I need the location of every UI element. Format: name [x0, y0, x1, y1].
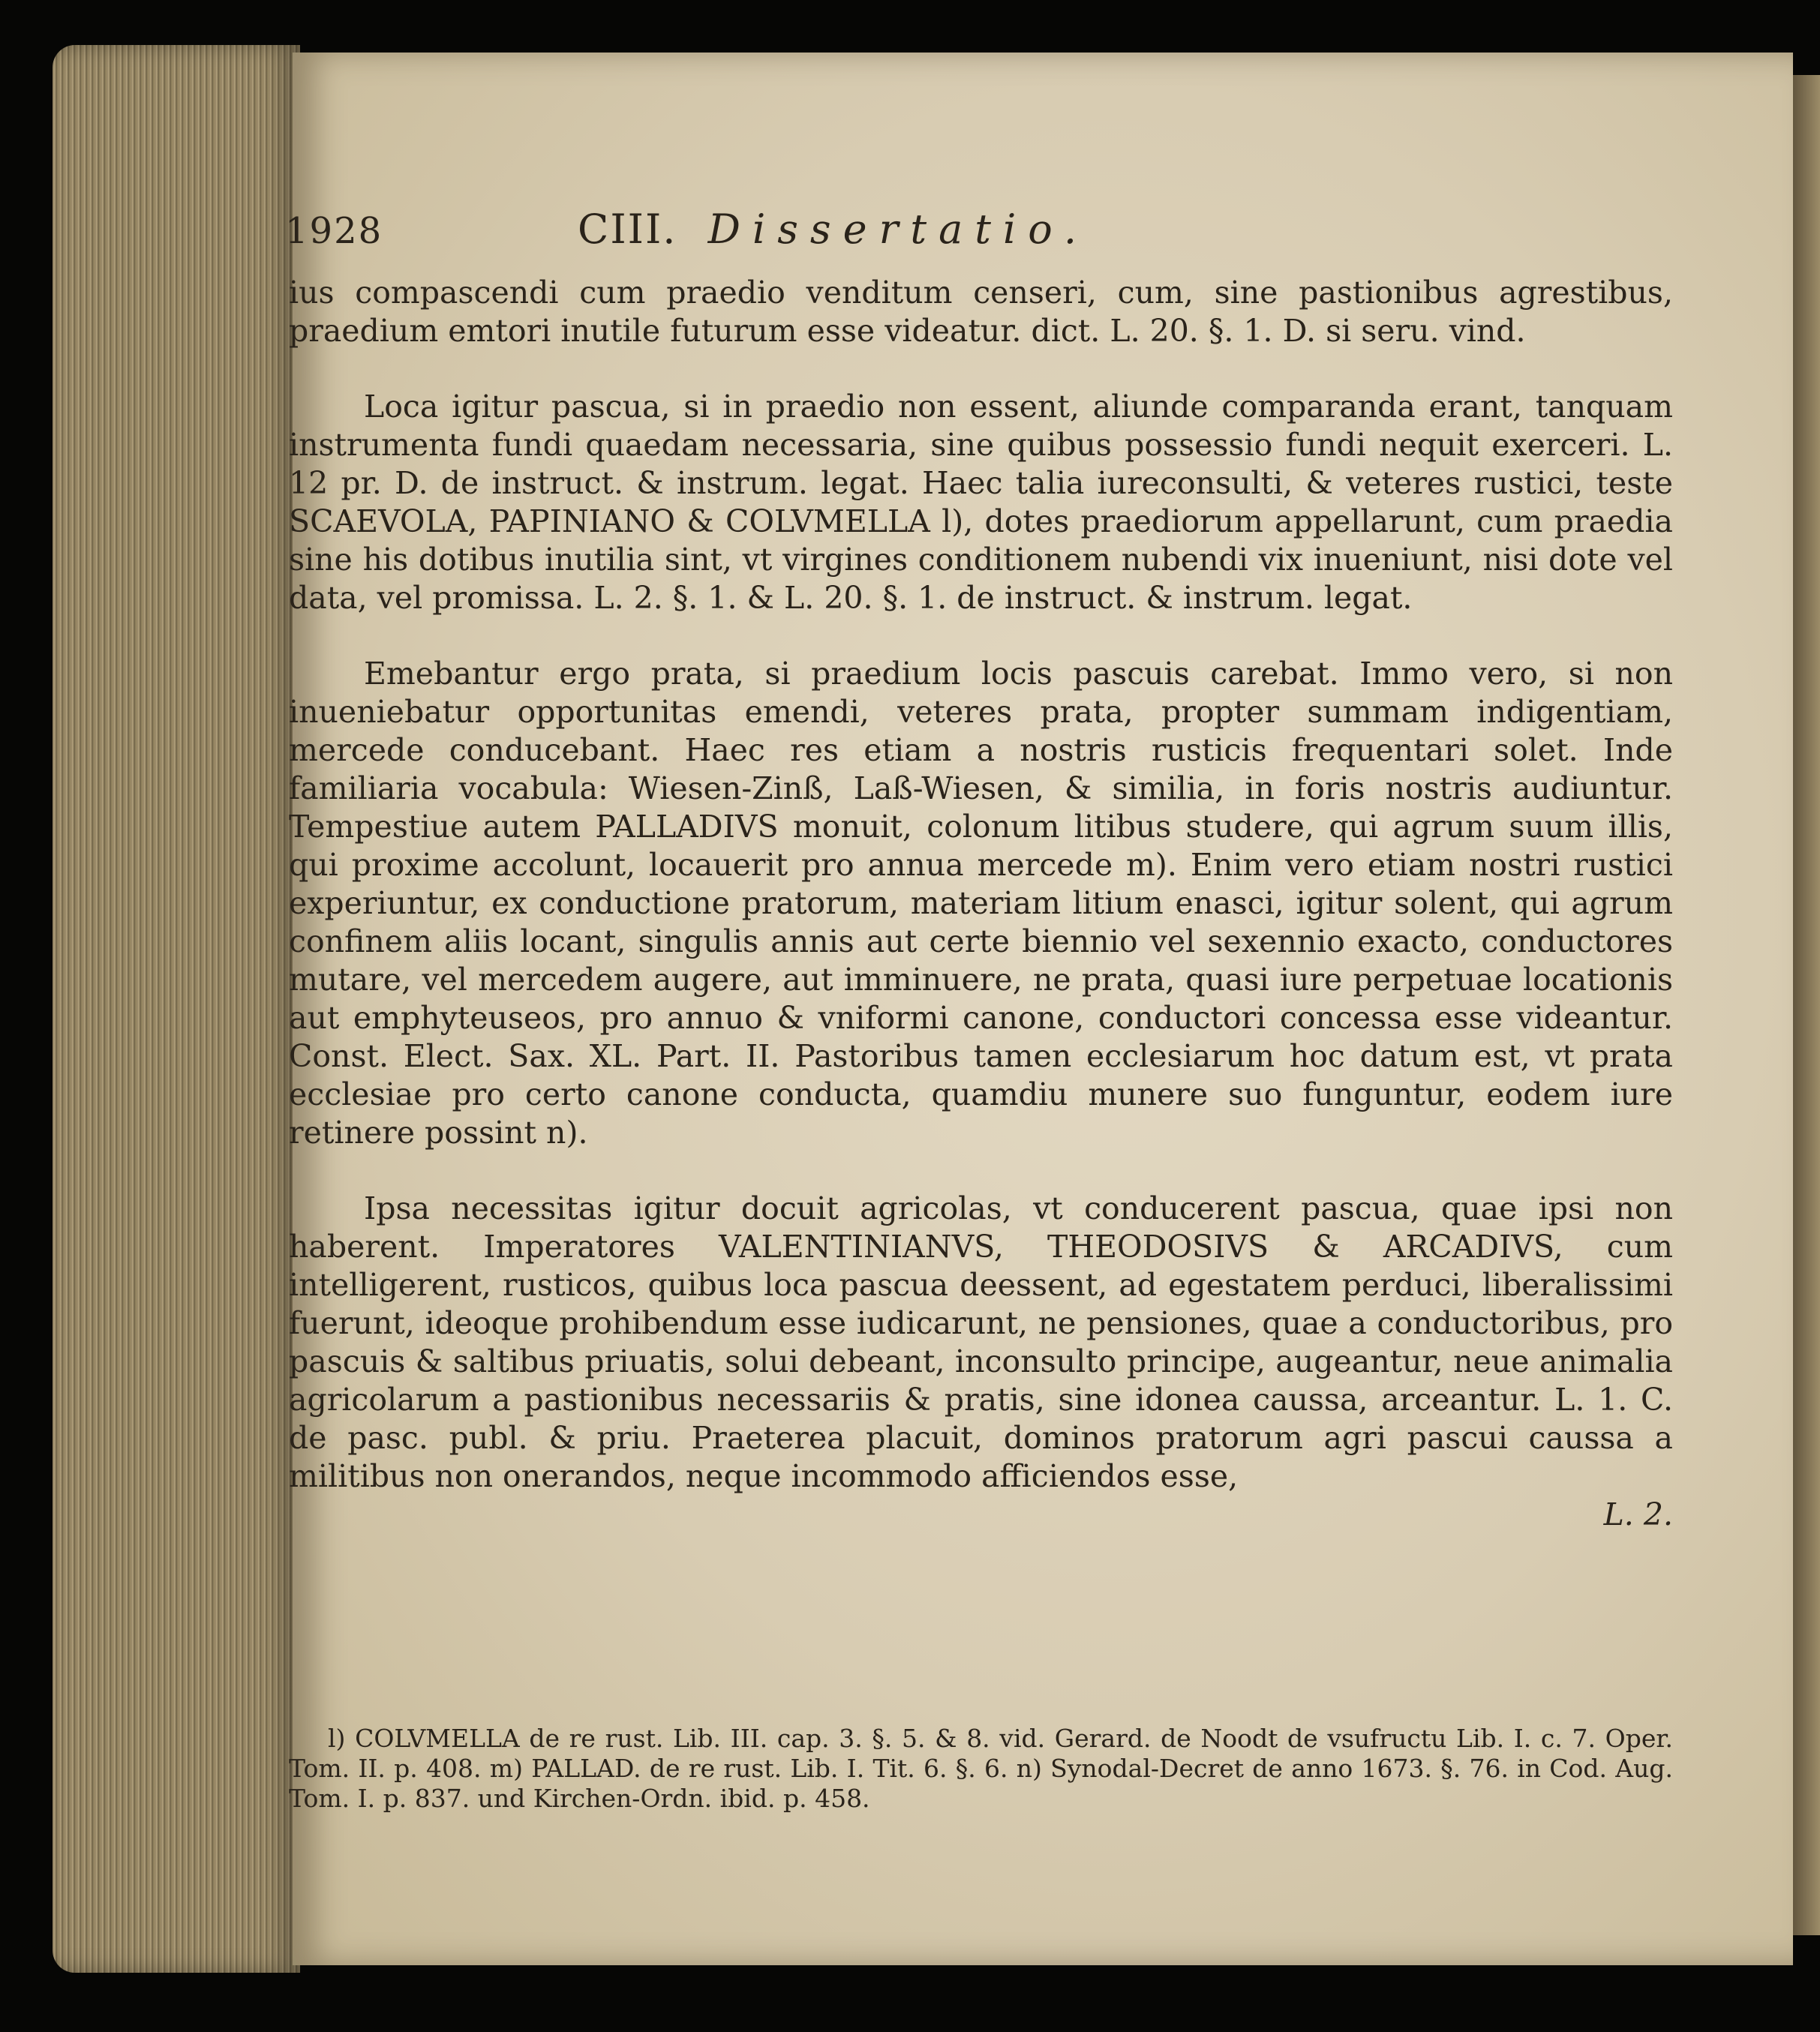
paragraph-2: Loca igitur pascua, si in praedio non essent, aliunde comparanda erant, tanquam instrumenta fundi quaedam necessaria, sine quibus possessio fundi nequit exerceri. L. 12 pr. D. de instruct. & instrum. legat. Haec talia iureconsulti, & veteres rustici, teste SCAEVOLA, PAPINIANO & COLVMELLA l), dotes praediorum appellarunt, cum praedia sine his dotibus inutilia sint, vt virgines conditionem nubendi vix inueniunt, nisi dote vel data, vel promissa. L. 2. §. 1. & L. 20. §. 1. de instruct. & instrum. legat.	[289, 389, 1673, 616]
running-title: Dissertatio.	[707, 206, 1089, 253]
page-header	[285, 158, 1373, 253]
body-text	[289, 274, 1673, 1534]
catchword: L. 2.	[1603, 1496, 1673, 1532]
paragraph-4: Ipsa necessitas igitur docuit agricolas, vt conducerent pascua, quae ipsi non haberent. Imperatores VALENTINIANVS, THEODOSIVS & ARCADIVS, cum intelligerent, rusticos, quibus loca pascua deessent, ad egestatem perduci, liberalissimi fuerunt, ideoque prohibendum esse iudicarunt, ne pensiones, quae a conductoribus, pro pascuis & saltibus priuatis, solui debeant, inconsulto principe, augeantur, neue animalia agricolarum a pastionibus necessariis & pratis, sine idonea caussa, arceantur. L. 1. C. de pasc. publ. & priu. Praeterea placuit, dominos pratorum agri pascui caussa a militibus non onerandos, neque incommodo afficiendos esse,	[289, 1190, 1673, 1494]
running-head	[578, 206, 1089, 253]
chapter-number: CIII.	[578, 206, 677, 253]
footnote-block: l) COLVMELLA de re rust. Lib. III. cap. 3. §. 5. & 8. vid. Gerard. de Noodt de vsufructu Lib. I. c. 7. Oper. Tom. II. p. 408. m) PALLAD. de re rust. Lib. I. Tit. 6. §. 6. n) Synodal-Decret de anno 1673. §. 76. in Cod. Aug. Tom. I. p. 837. und Kirchen-Ordn. ibid. p. 458.	[289, 1724, 1673, 1813]
page-number: 1928	[285, 210, 383, 252]
footnotes	[289, 1724, 1673, 1814]
paragraph-3: Emebantur ergo prata, si praedium locis pascuis carebat. Immo vero, si non inueniebatur opportunitas emendi, veteres prata, propter summam indigentiam, mercede conducebant. Haec res etiam a nostris rusticis frequentari solet. Inde familiaria vocabula: Wiesen-Zinß, Laß-Wiesen, & similia, in foris nostris audiuntur. Tempestiue autem PALLADIVS monuit, colonum litibus studere, qui agrum suum illis, qui proxime accolunt, locauerit pro annua mercede m). Enim vero etiam nostri rustici experiuntur, ex conductione pratorum, materiam litium enasci, igitur solent, qui agrum confinem aliis locant, singulis annis aut certe biennio vel sexennio exacto, conductores mutare, vel mercedem augere, aut imminuere, ne prata, quasi iure perpetuae locationis aut emphyteuseos, pro annuo & vniformi canone, conductori concessa esse videantur. Const. Elect. Sax. XL. Part. II. Pastoribus tamen ecclesiarum hoc datum est, vt prata ecclesiae pro certo canone conducta, quamdiu munere suo funguntur, eodem iure retinere possint n).	[289, 656, 1673, 1151]
paragraph-1: ius compascendi cum praedio venditum censeri, cum, sine pastionibus agrestibus, praedium emtori inutile futurum esse videatur. dict. L. 20. §. 1. D. si seru. vind.	[289, 275, 1673, 349]
